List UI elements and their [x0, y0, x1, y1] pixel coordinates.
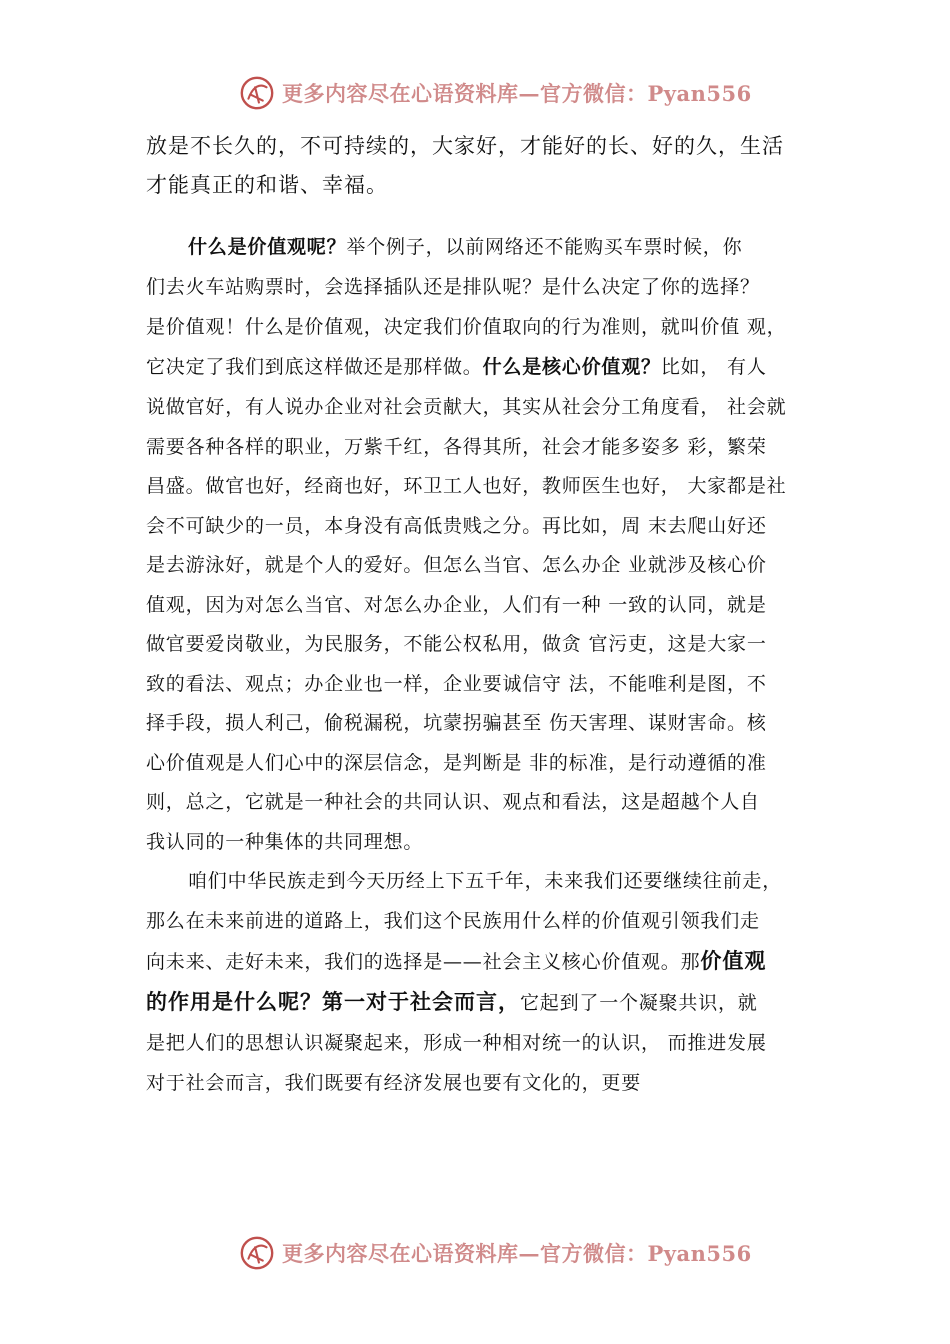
- text-line: 咱们中华民族走到今天历经上下五千年，未来我们还要继续往前走，: [188, 870, 783, 892]
- text-line: 会不可缺少的一员，本身没有高低贵贱之分。再比如，周 末去爬山好还: [146, 515, 767, 537]
- text-line: 们去火车站购票时，会选择插队还是排队呢？是什么决定了你的选择？: [146, 276, 760, 298]
- text-line: 那么在未来前进的道路上，我们这个民族用什么样的价值观引领我们走: [146, 910, 760, 932]
- text-line: [146, 948, 766, 975]
- text-line: 才能真正的和谐、幸福。: [146, 173, 388, 197]
- seal-logo-icon: [238, 1234, 276, 1272]
- text-line: 是把人们的思想认识凝聚起来，形成一种相对统一的认识， 而推进发展: [146, 1032, 767, 1054]
- text-line: [188, 234, 742, 260]
- text-span: 比如， 有人: [660, 356, 767, 378]
- text-line: [146, 354, 767, 380]
- seal-logo-icon: [238, 74, 276, 112]
- text-span: 向未来、走好未来，我们的选择是——社会主义核心价值观。那: [146, 951, 701, 973]
- text-line: 需要各种各样的职业，万紫千红，各得其所，社会才能多姿多 彩，繁荣: [146, 436, 767, 458]
- text-line: 则，总之，它就是一种社会的共同认识、观点和看法，这是超越个人自: [146, 791, 760, 813]
- text-line: 是去游泳好，就是个人的爱好。但怎么当官、怎么办企 业就涉及核心价: [146, 554, 767, 576]
- watermark-text: 更多内容尽在心语资料库—官方微信：Pyan556: [282, 81, 752, 106]
- heading-inline: 什么是价值观呢？: [188, 236, 347, 258]
- text-line: 做官要爱岗敬业，为民服务，不能公权私用，做贪 官污吏，这是大家一: [146, 633, 767, 655]
- text-line: [146, 989, 758, 1016]
- text-line: 值观，因为对怎么当官、对怎么办企业，人们有一种 一致的认同，就是: [146, 594, 767, 616]
- heading-inline: 的作用是什么呢？第一对于社会而言，: [146, 989, 520, 1014]
- text-line: 放是不长久的，不可持续的，大家好，才能好的长、好的久，生活: [146, 134, 784, 158]
- text-line: 对于社会而言，我们既要有经济发展也要有文化的，更要: [146, 1072, 642, 1094]
- watermark-bottom: [238, 1233, 758, 1273]
- watermark-top: [238, 73, 758, 113]
- text-span: 它起到了一个凝聚共识，就: [520, 992, 758, 1014]
- text-line: 择手段，损人利己，偷税漏税，坑蒙拐骗甚至 伤天害理、谋财害命。核: [146, 712, 767, 734]
- text-span: 举个例子，以前网络还不能购买车票时候，你: [346, 236, 743, 258]
- watermark-text: 更多内容尽在心语资料库—官方微信：Pyan556: [282, 1241, 752, 1266]
- text-line: 心价值观是人们心中的深层信念，是判断是 非的标准，是行动遵循的准: [146, 752, 767, 774]
- text-line: 说做官好，有人说办企业对社会贡献大，其实从社会分工角度看， 社会就: [146, 396, 787, 418]
- text-line: 我认同的一种集体的共同理想。: [146, 831, 424, 853]
- text-span: 它决定了我们到底这样做还是那样做。: [146, 356, 483, 378]
- text-line: 昌盛。做官也好，经商也好，环卫工人也好，教师医生也好， 大家都是社: [146, 475, 787, 497]
- text-line: 是价值观！什么是价值观，决定我们价值取向的行为准则，就叫价值 观，: [146, 316, 787, 338]
- text-line: 致的看法、观点；办企业也一样，企业要诚信守 法，不能唯利是图，不: [146, 673, 767, 695]
- heading-inline: 价值观: [700, 948, 767, 973]
- heading-inline: 什么是核心价值观？: [482, 356, 661, 378]
